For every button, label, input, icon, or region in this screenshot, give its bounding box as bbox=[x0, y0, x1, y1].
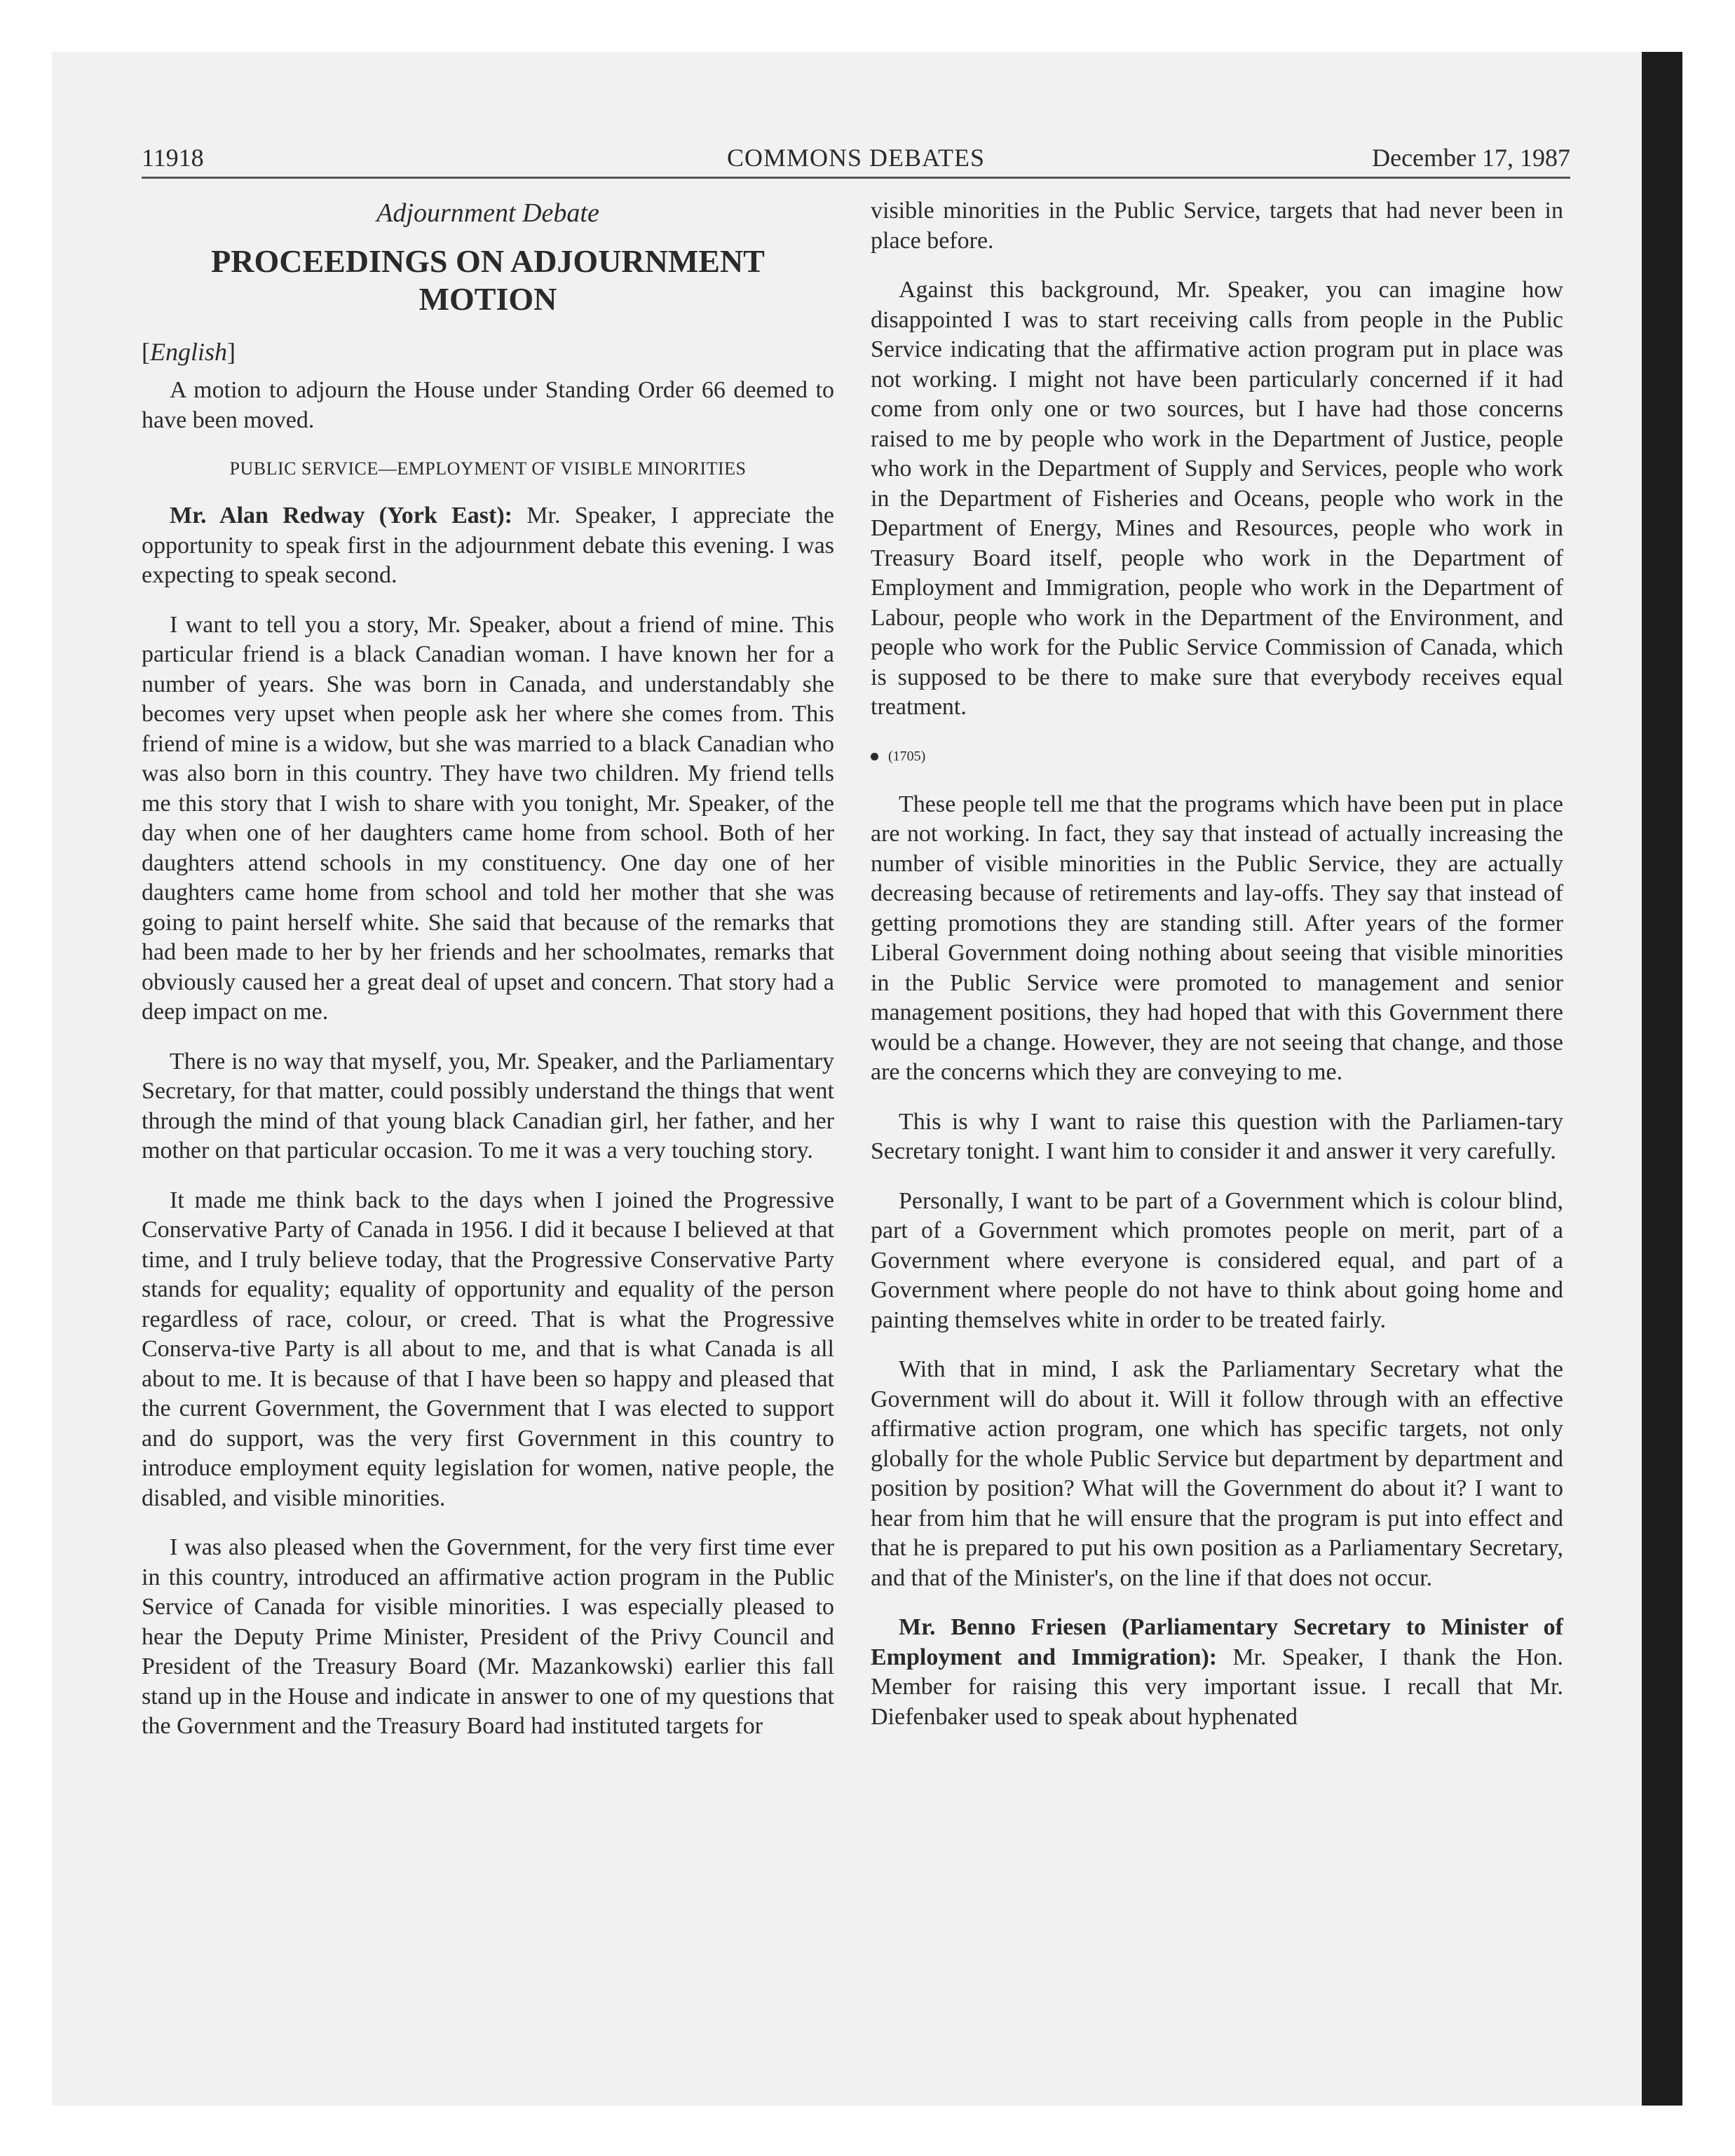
publication-title: COMMONS DEBATES bbox=[726, 144, 986, 172]
time-marker bbox=[871, 742, 1563, 770]
paragraph: Personally, I want to be part of a Government which is colour blind, part of a Government which promotes people on merit, part of a Government where everyone is considered equal, and part of a Government where people do not have to think about going home and painting themselves white in order to be treated fairly. bbox=[871, 1187, 1563, 1333]
paragraph: I was also pleased when the Government, for the very first time ever in this country, introduced an affirmative action program in the Public Service of Canada for visible minorities. I was especially pleased to hear the Deputy Prime Minister, President of the Privy Council and President of the Treasury Board (Mr. Mazankowski) earlier this fall stand up in the House and indicate in answer to one of my questions that the Government and the Treasury Board had instituted targets for bbox=[142, 1534, 834, 1739]
debate-subheading: PUBLIC SERVICE—EMPLOYMENT OF VISIBLE MINORITIES bbox=[229, 458, 747, 479]
paragraph bbox=[142, 501, 834, 591]
language-tag-text: English bbox=[150, 338, 228, 366]
section-kicker: Adjournment Debate bbox=[376, 198, 599, 228]
page-header bbox=[142, 139, 1570, 179]
paragraph-text: Mr. Speaker, I appreciate the opportunity to speak first in the adjournment debate this evening. I was expecting to speak second. bbox=[142, 503, 834, 588]
bullet-icon bbox=[871, 753, 878, 760]
page-number: 11918 bbox=[142, 144, 204, 172]
scan-edge-shadow bbox=[1642, 52, 1682, 2106]
intro-paragraph: A motion to adjourn the House under Standing Order 66 deemed to have been moved. bbox=[142, 377, 834, 433]
paragraph: visible minorities in the Public Service, targets that had never been in place before. bbox=[871, 198, 1563, 254]
section-title: PROCEEDINGS ON ADJOURNMENT MOTION bbox=[211, 243, 765, 317]
paragraph: It made me think back to the days when I joined the Progressive Conservative Party of Canada in 1956. I did it because I believed at that time, and I truly believe today, that the Progressive Conservative Party stands for equality; equality of opportunity and equality of the person regardless of race, colour, or creed. That is what the Progressive Conserva-tive Party is all about to me, and that is what Canada is all about to me. It is because of that I have been so happy and pleased that the current Government, the Government that I was elected to support and do support, was the very first Government in this country to introduce employment equity legislation for women, native people, the disabled, and visible minorities. bbox=[142, 1187, 834, 1511]
paragraph: These people tell me that the programs which have been put in place are not working. In fact, they say that instead of actually increasing the number of visible minorities in the Public Service, they are actually decreasing because of retirements and lay-offs. They say that instead of getting promotions they are standing still. After years of the former Liberal Government doing nothing about seeing that visible minorities in the Public Service were promoted to management and senior management positions, they had hoped that with this Government there would be a change. However, they are not seeing that change, and those are the concerns which they are conveying to me. bbox=[871, 791, 1563, 1085]
paragraph bbox=[871, 1613, 1563, 1732]
paragraph-text: Mr. Speaker, I thank the Hon. Member for raising this very important issue. I recall that Mr. Diefenbaker used to speak about hyphenated bbox=[871, 1644, 1563, 1730]
paragraph: There is no way that myself, you, Mr. Speaker, and the Parliamentary Secretary, for that matter, could possibly understand the things that went through the mind of that young black Canadian girl, her father, and her mother on that particular occasion. To me it was a very touching story. bbox=[142, 1048, 834, 1164]
speaker-name: Mr. Alan Redway (York East): bbox=[170, 503, 512, 528]
time-marker-text: (1705) bbox=[888, 748, 926, 764]
language-tag: [English] bbox=[142, 338, 236, 366]
speaker-name: Mr. Benno Friesen (Parliamentary Secretary to Minister of Employment and Immigration): bbox=[871, 1614, 1563, 1670]
paragraph: I want to tell you a story, Mr. Speaker, about a friend of mine. This particular friend is a black Canadian woman. I have known her for a number of years. She was born in Canada, and understandably she becomes very upset when people ask her where she comes from. This friend of mine is a widow, but she was married to a black Canadian who was also born in this country. They have two children. My friend tells me this story that I wish to share with you tonight, Mr. Speaker, of the day when one of her daughters came home from school. Both of her daughters attend schools in my constituency. One day one of her daughters came home from school and told her mother that she was going to paint herself white. She said that because of the remarks that had been made to her by her friends and her schoolmates, remarks that obviously caused her a great deal of upset and concern. That story had a deep impact on me. bbox=[142, 611, 834, 1025]
paragraph: With that in mind, I ask the Parliamentary Secretary what the Government will do about it. Will it follow through with an effective affirmative action program, one which has specific targets, not only globally for the whole Public Service but department by department and position by position? What will the Government do about it? I want to hear from him that he will ensure that the program is put into effect and that he is prepared to put his own position as a Parliamentary Secretary, and that of the Minister's, on the line if that does not occur. bbox=[871, 1356, 1563, 1591]
paragraph: Against this background, Mr. Speaker, you can imagine how disappointed I was to start receiving calls from people in the Public Service indicating that the affirmative action program put in place was not working. I might not have been particularly concerned if it had come from only one or two sources, but I have had those concerns raised to me by people who work in the Department of Justice, people who work in the Department of Supply and Services, people who work in the Department of Fisheries and Oceans, people who work in the Department of Energy, Mines and Resources, people who work in Treasury Board itself, people who work in the Department of Employment and Immigration, people who work in the Department of Labour, people who work in the Department of the Environment, and people who work for the Public Service Commission of Canada, which is supposed to be there to make sure that everybody receives equal treatment. bbox=[871, 277, 1563, 720]
right-column bbox=[871, 196, 1563, 1920]
paragraph: This is why I want to raise this question with the Parliamen-tary Secretary tonight. I want him to consider it and answer it very carefully. bbox=[871, 1108, 1563, 1164]
left-column bbox=[142, 196, 834, 1920]
publication-date: December 17, 1987 bbox=[1372, 144, 1570, 172]
